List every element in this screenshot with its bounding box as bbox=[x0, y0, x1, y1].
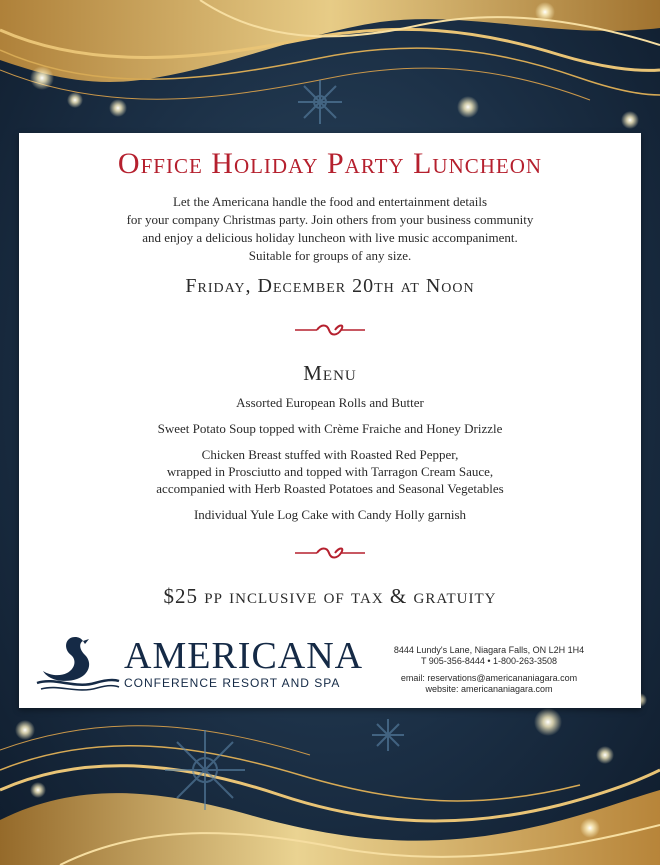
contact-phone: T 905-356-8444 • 1-800-263-3508 bbox=[420, 656, 558, 666]
menu-item bbox=[19, 446, 641, 497]
contact-email: email: reservations@americananiagara.com bbox=[400, 673, 578, 683]
menu-item bbox=[19, 420, 641, 437]
price-line: $25 pp inclusive of tax & gratuity bbox=[163, 584, 497, 608]
menu-item-line: Sweet Potato Soup topped with Crème Fraiche and Honey Drizzle bbox=[157, 421, 503, 436]
contact-block bbox=[371, 645, 607, 695]
menu-item-line: wrapped in Prosciutto and topped with Tarragon Cream Sauce, bbox=[166, 464, 494, 479]
intro-line: Suitable for groups of any size. bbox=[248, 248, 412, 263]
menu-item-line: Individual Yule Log Cake with Candy Holly garnish bbox=[193, 507, 467, 522]
ribbon-divider-icon bbox=[295, 546, 365, 560]
menu-item-line: accompanied with Herb Roasted Potatoes and Seasonal Vegetables bbox=[156, 481, 504, 496]
event-date: Friday, December 20th at Noon bbox=[185, 275, 475, 297]
menu-item bbox=[19, 506, 641, 523]
menu-item-line: Assorted European Rolls and Butter bbox=[236, 395, 424, 410]
swan-logo-icon bbox=[35, 633, 121, 695]
contact-website: website: americananiagara.com bbox=[425, 684, 553, 694]
intro-line: and enjoy a delicious holiday luncheon with live music accompaniment. bbox=[142, 230, 518, 245]
menu-item-line: Chicken Breast stuffed with Roasted Red Pepper, bbox=[201, 447, 459, 462]
intro-line: Let the Americana handle the food and entertainment details bbox=[172, 194, 488, 209]
brand-name: AMERICANA bbox=[124, 635, 364, 677]
event-title: Office Holiday Party Luncheon bbox=[117, 147, 543, 180]
menu-list bbox=[19, 394, 641, 532]
menu-heading: Menu bbox=[303, 361, 357, 385]
intro-line: for your company Christmas party. Join others from your business community bbox=[126, 212, 534, 227]
flyer-card bbox=[19, 133, 641, 708]
contact-address: 8444 Lundy's Lane, Niagara Falls, ON L2H 1H4 bbox=[393, 645, 585, 655]
bottom-gold-swirl bbox=[0, 726, 660, 865]
menu-item bbox=[19, 394, 641, 411]
brand-tagline: CONFERENCE RESORT AND SPA bbox=[124, 676, 341, 690]
event-intro bbox=[19, 193, 641, 265]
ribbon-divider-icon bbox=[295, 323, 365, 337]
top-gold-swirl bbox=[0, 0, 660, 100]
